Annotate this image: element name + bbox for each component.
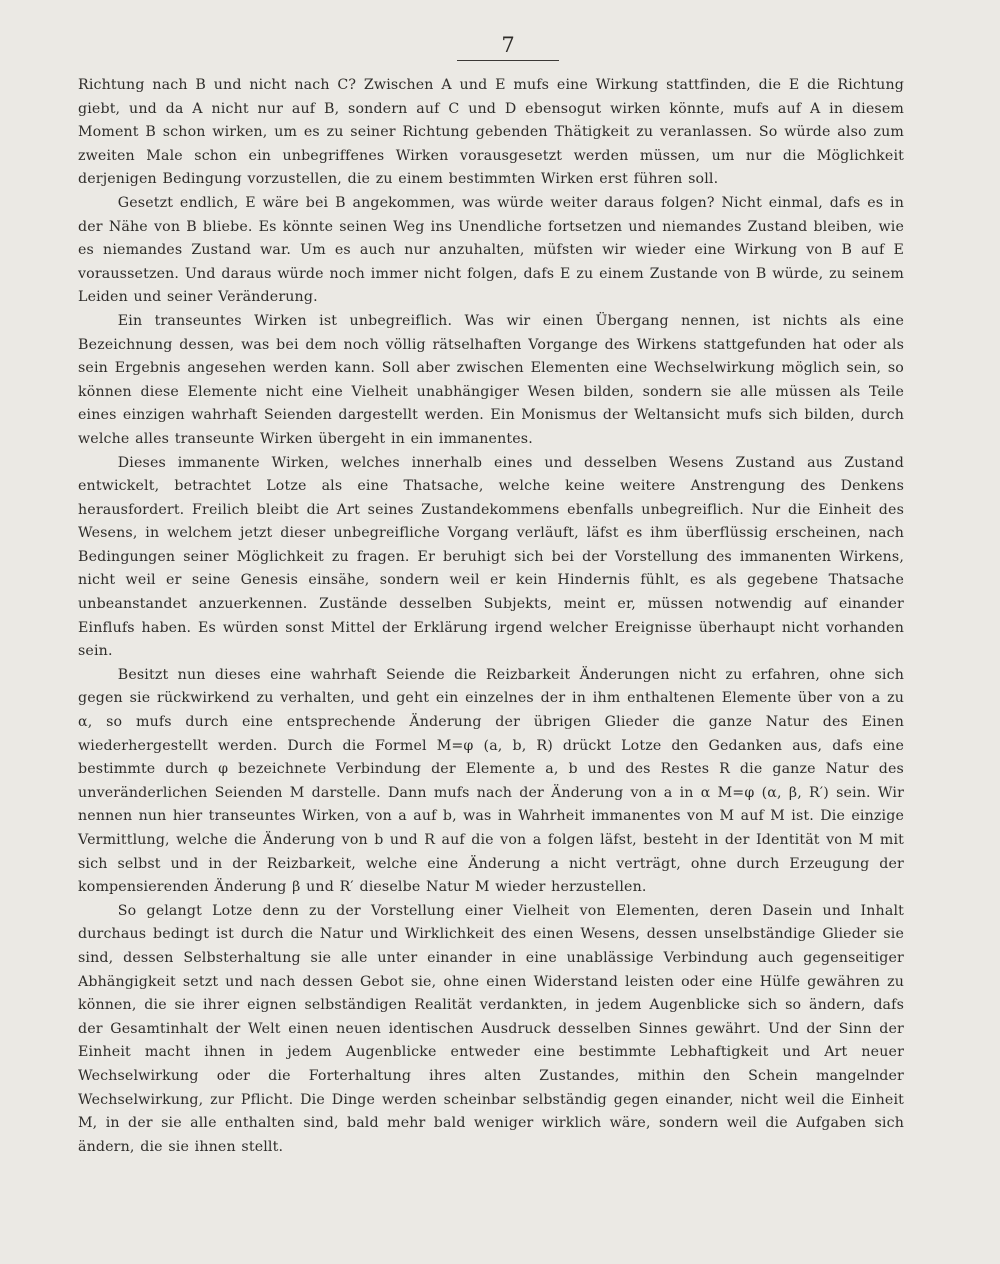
body-text — [78, 74, 904, 1159]
paragraph-3: Ein transeuntes Wirken ist unbegreiflich. Was wir einen Übergang nennen, ist nichts als eine Bezeichnung dessen, was bei dem noch völlig rätselhaften Vorgange des Wirkens stattgefunden hat oder als sein Ergebnis angesehen werden kann. Soll aber zwischen Elementen eine Wechselwirkung möglich sein, so können diese Elemente nicht eine Vielheit unabhängiger Wesen bilden, sondern sie alle müssen als Teile eines einzigen wahrhaft Seienden dargestellt werden. Ein Monismus der Weltansicht mufs sich bilden, durch welche alles transeunte Wirken übergeht in ein immanentes. — [78, 312, 904, 447]
paragraph-5: Besitzt nun dieses eine wahrhaft Seiende die Reizbarkeit Änderungen nicht zu erfahren, ohne sich gegen sie rückwirkend zu verhalten, und geht ein einzelnes der in ihm enthaltenen Elemente über von a zu α, so mufs durch eine entsprechende Änderung der übrigen Glieder die ganze Natur des Einen wiederhergestellt werden. Durch die Formel M=φ (a, b, R) drückt Lotze den Gedanken aus, dafs eine bestimmte durch φ bezeichnete Verbindung der Elemente a, b und des Restes R die ganze Natur des unveränderlichen Seienden M darstelle. Dann mufs nach der Änderung von a in α M=φ (α, β, R′) sein. Wir nennen nun hier transeuntes Wirken, von a auf b, was in Wahrheit immanentes von M auf M ist. Die einzige Vermittlung, welche die Änderung von b und R auf die von a folgen läfst, besteht in der Identität von M mit sich selbst und in der Reizbarkeit, welche eine Änderung a nicht verträgt, ohne durch Erzeugung der kompensierenden Änderung β und R′ dieselbe Natur M wieder herzustellen. — [78, 666, 904, 896]
paragraph-4: Dieses immanente Wirken, welches innerhalb eines und desselben Wesens Zustand aus Zustand entwickelt, betrachtet Lotze als eine Thatsache, welche keine weitere Anstrengung des Denkens herausfordert. Freilich bleibt die Art seines Zustandekommens ebenfalls unbegreiflich. Nur die Einheit des Wesens, in welchem jetzt dieser unbegreifliche Vorgang verläuft, läfst es ihm überflüssig erscheinen, nach Bedingungen seiner Möglichkeit zu fragen. Er beruhigt sich bei der Vorstellung des immanenten Wirkens, nicht weil er seine Genesis einsähe, sondern weil er kein Hindernis fühlt, es als gegebene Thatsache unbeanstandet anzuerkennen. Zustände desselben Subjekts, meint er, müssen notwendig auf einander Einflufs haben. Es würden sonst Mittel der Erklärung irgend welcher Ereignisse überhaupt nicht vorhanden sein. — [78, 454, 904, 660]
page-number: 7 — [457, 34, 558, 61]
paragraph-2: Gesetzt endlich, E wäre bei B angekommen, was würde weiter daraus folgen? Nicht einmal, dafs es in der Nähe von B bliebe. Es könnte seinen Weg ins Unendliche fortsetzen und niemandes Zustand bleiben, wie es niemandes Zustand war. Um es auch nur anzuhalten, müfsten wir wieder eine Wirkung von B auf E voraussetzen. Und daraus würde noch immer nicht folgen, dafs E zu einem Zustande von B würde, zu seinem Leiden und seiner Veränderung. — [78, 194, 904, 306]
page-header — [78, 34, 904, 61]
paragraph-1: Richtung nach B und nicht nach C? Zwischen A und E mufs eine Wirkung stattfinden, die E die Richtung giebt, und da A nicht nur auf B, sondern auf C und D ebensogut wirken könnte, mufs auf A in diesem Moment B schon wirken, um es zu seiner Richtung gebenden Thätigkeit zu veranlassen. So würde also zum zweiten Male schon ein unbegriffenes Wirken vorausgesetzt werden müssen, um nur die Möglichkeit derjenigen Bedingung vorzustellen, die zu einem bestimmten Wirken erst führen soll. — [78, 77, 904, 188]
paragraph-6: So gelangt Lotze denn zu der Vorstellung einer Vielheit von Elementen, deren Dasein und Inhalt durchaus bedingt ist durch die Natur und Wirklichkeit des einen Wesens, dessen unselbständige Glieder sie sind, dessen Selbsterhaltung sie alle unter einander in eine unablässige Verbindung auch gegenseitiger Abhängigkeit setzt und nach dessen Gebot sie, ohne einen Widerstand leisten oder eine Hülfe gewähren zu können, die sie ihrer eignen selbständigen Realität verdankten, in jedem Augenblicke sich so ändern, dafs der Gesamtinhalt der Welt einen neuen identischen Ausdruck desselben Sinnes gewährt. Und der Sinn der Einheit macht ihnen in jedem Augenblicke entweder eine bestimmte Lebhaftigkeit und Art neuer Wechselwirkung oder die Forterhaltung ihres alten Zustandes, mithin den Schein mangelnder Wechselwirkung, zur Pflicht. Die Dinge werden scheinbar selbständig gegen einander, nicht weil die Einheit M, in der sie alle enthalten sind, bald mehr bald weniger wirklich wäre, sondern weil die Aufgaben sich ändern, die sie ihnen stellt. — [78, 902, 904, 1155]
